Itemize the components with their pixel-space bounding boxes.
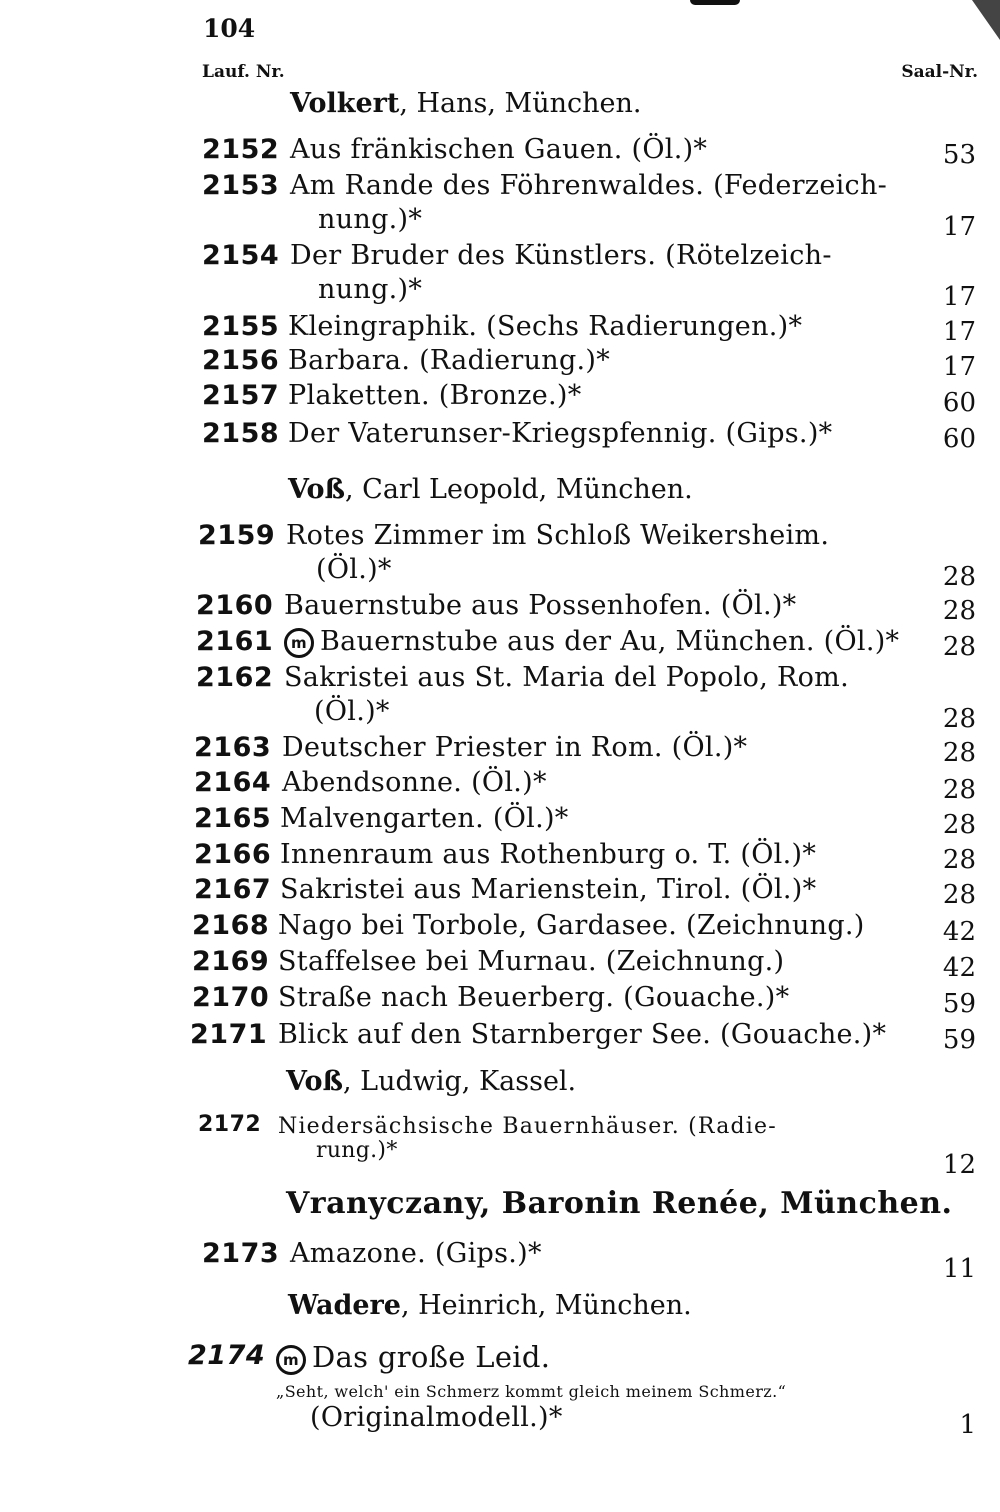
scan-smudge-corner: [972, 0, 1000, 40]
entry-number: 2161: [196, 626, 274, 657]
entry-title: Der Vaterunser-Kriegspfennig. (Gips.)*: [288, 418, 833, 449]
artist-heading-voss-carl: [288, 474, 693, 505]
entry-title: Niedersächsische Bauernhäuser. (Radie-: [278, 1114, 777, 1139]
artist-details: , Heinrich, München.: [400, 1290, 692, 1321]
entry-number: 2156: [202, 345, 280, 376]
entry-title: Am Rande des Föhrenwaldes. (Federzeich-: [290, 170, 888, 201]
entry-room: 59: [942, 989, 976, 1019]
entry-title: Plaketten. (Bronze.)*: [288, 380, 582, 411]
entry-number: 2172: [198, 1112, 262, 1137]
entry-room: 28: [942, 775, 976, 805]
scan-smudge-top: [690, 0, 740, 5]
entry-room: 60: [942, 388, 976, 418]
entry-room: 28: [942, 810, 976, 840]
entry-title: Nago bei Torbole, Gardasee. (Zeichnung.): [278, 910, 865, 941]
column-header-lauf-nr: Lauf. Nr.: [202, 62, 285, 82]
entry-room: 28: [942, 704, 976, 734]
entry-room: 28: [942, 596, 976, 626]
artist-heading-wadere: [288, 1290, 692, 1321]
entry-title: Straße nach Beuerberg. (Gouache.)*: [278, 982, 790, 1013]
entry-room: 60: [942, 424, 976, 454]
artist-surname: Volkert: [290, 88, 400, 119]
museum-mark-icon: m: [284, 628, 314, 658]
column-header-saal-nr: Saal-Nr.: [901, 62, 978, 82]
entry-room: 17: [942, 282, 976, 312]
entry-room: 28: [942, 880, 976, 910]
artist-details: , Carl Leopold, München.: [345, 474, 693, 505]
entry-number: 2171: [190, 1019, 268, 1050]
entry-title-line: [284, 626, 899, 658]
entry-number: 2152: [202, 134, 280, 165]
entry-number: 2153: [202, 170, 280, 201]
artist-heading-voss-ludwig: [286, 1066, 576, 1097]
entry-title-continuation: nung.)*: [318, 274, 423, 305]
entry-title-continuation: rung.)*: [316, 1138, 398, 1163]
entry-title: Das große Leid.: [312, 1340, 551, 1374]
entry-number: 2165: [194, 803, 272, 834]
entry-number: 2170: [192, 982, 270, 1013]
entry-title: Blick auf den Starnberger See. (Gouache.)*: [278, 1019, 887, 1050]
museum-mark-icon: m: [276, 1345, 306, 1375]
entry-title-line: [276, 1340, 550, 1375]
entry-number: 2173: [202, 1238, 280, 1269]
entry-room: 1: [959, 1410, 976, 1440]
entry-title: Staffelsee bei Murnau. (Zeichnung.): [278, 946, 785, 977]
artist-surname: Voß: [288, 474, 345, 505]
entry-title: Innenraum aus Rothenburg o. T. (Öl.)*: [280, 839, 817, 870]
entry-number: 2168: [192, 910, 270, 941]
entry-number: 2163: [194, 732, 272, 763]
entry-room: 42: [942, 953, 976, 983]
page-number: 104: [203, 14, 256, 43]
entry-room: 28: [942, 845, 976, 875]
entry-quote: „Seht, welch' ein Schmerz kommt gleich meinem Schmerz.“: [276, 1382, 787, 1401]
entry-title: Kleingraphik. (Sechs Radierungen.)*: [288, 311, 803, 342]
artist-heading-vranyczany: [286, 1186, 953, 1221]
entry-number: 2155: [202, 311, 280, 342]
entry-number: 2154: [202, 240, 280, 271]
entry-title-continuation: (Öl.)*: [314, 696, 390, 727]
entry-title: Deutscher Priester in Rom. (Öl.)*: [282, 732, 748, 763]
entry-number: 2158: [202, 418, 280, 449]
entry-number: 2174: [188, 1340, 266, 1371]
entry-room: 17: [942, 317, 976, 347]
entry-title: Der Bruder des Künstlers. (Rötelzeich-: [290, 240, 832, 271]
artist-details: , Ludwig, Kassel.: [343, 1066, 577, 1097]
artist-surname: Vranyczany: [286, 1186, 480, 1221]
artist-details: , Baronin Renée, München.: [479, 1186, 953, 1221]
artist-surname: Voß: [286, 1066, 343, 1097]
entry-room: 28: [942, 632, 976, 662]
entry-number: 2157: [202, 380, 280, 411]
entry-room: 11: [942, 1254, 976, 1284]
entry-title: Rotes Zimmer im Schloß Weikersheim.: [286, 520, 830, 551]
entry-title: Malvengarten. (Öl.)*: [280, 803, 569, 834]
entry-number: 2164: [194, 767, 272, 798]
artist-details: , Hans, München.: [399, 88, 642, 119]
entry-title: Bauernstube aus Possenhofen. (Öl.)*: [284, 590, 797, 621]
entry-room: 28: [942, 738, 976, 768]
entry-number: 2169: [192, 946, 270, 977]
entry-title: Aus fränkischen Gauen. (Öl.)*: [290, 134, 708, 165]
entry-room: 53: [942, 140, 976, 170]
entry-title-continuation: nung.)*: [318, 204, 423, 235]
entry-title-continuation: (Öl.)*: [316, 554, 392, 585]
entry-room: 59: [942, 1025, 976, 1055]
entry-title: Amazone. (Gips.)*: [290, 1238, 542, 1269]
entry-room: 17: [942, 352, 976, 382]
entry-title-continuation: (Originalmodell.)*: [310, 1402, 563, 1433]
entry-room: 17: [942, 212, 976, 242]
entry-number: 2162: [196, 662, 274, 693]
artist-surname: Wadere: [288, 1290, 401, 1321]
entry-title: Bauernstube aus der Au, München. (Öl.)*: [320, 626, 900, 657]
entry-title: Sakristei aus Marienstein, Tirol. (Öl.)*: [280, 874, 817, 905]
entry-room: 42: [942, 917, 976, 947]
entry-room: 12: [942, 1150, 976, 1180]
entry-room: 28: [942, 562, 976, 592]
artist-heading-volkert: [290, 88, 641, 119]
entry-title: Abendsonne. (Öl.)*: [282, 767, 547, 798]
entry-title: Barbara. (Radierung.)*: [288, 345, 611, 376]
entry-number: 2159: [198, 520, 276, 551]
entry-number: 2166: [194, 839, 272, 870]
entry-title: Sakristei aus St. Maria del Popolo, Rom.: [284, 662, 849, 693]
entry-number: 2160: [196, 590, 274, 621]
entry-number: 2167: [194, 874, 272, 905]
